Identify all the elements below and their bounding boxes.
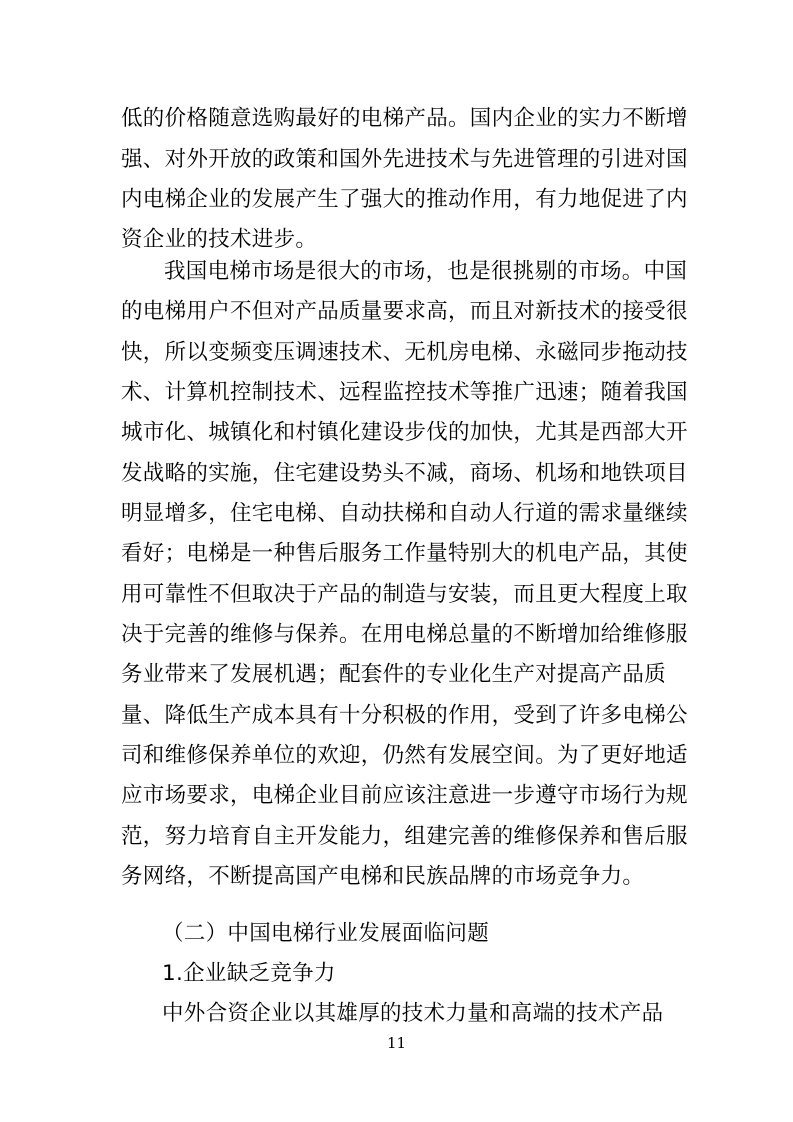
paragraph-line: 内电梯企业的发展产生了强大的推动作用，有力地促进了内 bbox=[121, 187, 688, 212]
paragraph-line: 明显增多，住宅电梯、自动扶梯和自动人行道的需求量继续 bbox=[121, 501, 688, 526]
paragraph-line: 看好；电梯是一种售后服务工作量特别大的机电产品，其使 bbox=[121, 541, 688, 566]
paragraph-line: 决于完善的维修与保养。在用电梯总量的不断增加给维修服 bbox=[121, 622, 688, 647]
page-number: 11 bbox=[386, 1034, 407, 1052]
paragraph-line: 司和维修保养单位的欢迎，仍然有发展空间。为了更好地适 bbox=[121, 743, 688, 768]
paragraph-line: 快，所以变频变压调速技术、无机房电梯、永磁同步拖动技 bbox=[121, 340, 688, 365]
paragraph-line: 术、计算机控制技术、远程监控技术等推广迅速；随着我国 bbox=[121, 380, 688, 405]
paragraph-line: 务业带来了发展机遇；配套件的专业化生产对提高产品质 bbox=[121, 662, 667, 687]
paragraph-line: 发战略的实施，住宅建设势头不减，商场、机场和地铁项目 bbox=[121, 461, 688, 486]
paragraph-line: 资企业的技术进步。 bbox=[121, 227, 318, 252]
paragraph-line: 城市化、城镇化和村镇化建设步伐的加快，尤其是西部大开 bbox=[121, 420, 688, 445]
paragraph-line: 的电梯用户不但对产品质量要求高，而且对新技术的接受很 bbox=[121, 299, 688, 324]
paragraph-line: 低的价格随意选购最好的电梯产品。国内企业的实力不断增 bbox=[121, 106, 688, 131]
paragraph-line: 范，努力培育自主开发能力，组建完善的维修保养和售后服 bbox=[121, 824, 688, 849]
paragraph-line: 务网络，不断提高国产电梯和民族品牌的市场竞争力。 bbox=[121, 864, 645, 889]
subsection-heading: 1.企业缺乏竞争力 bbox=[162, 961, 336, 986]
section-heading: （二）中国电梯行业发展面临问题 bbox=[162, 921, 490, 946]
paragraph-line: 量、降低生产成本具有十分积极的作用，受到了许多电梯公 bbox=[121, 703, 688, 728]
paragraph-line: 应市场要求，电梯企业目前应该注意进一步遵守市场行为规 bbox=[121, 783, 688, 808]
paragraph-line: 强、对外开放的政策和国外先进技术与先进管理的引进对国 bbox=[121, 147, 688, 172]
paragraph-line: 我国电梯市场是很大的市场，也是很挑剔的市场。中国 bbox=[164, 259, 688, 284]
paragraph-line: 用可靠性不但取决于产品的制造与安装，而且更大程度上取 bbox=[121, 582, 688, 607]
paragraph-line: 中外合资企业以其雄厚的技术力量和高端的技术产品 bbox=[162, 1001, 664, 1026]
